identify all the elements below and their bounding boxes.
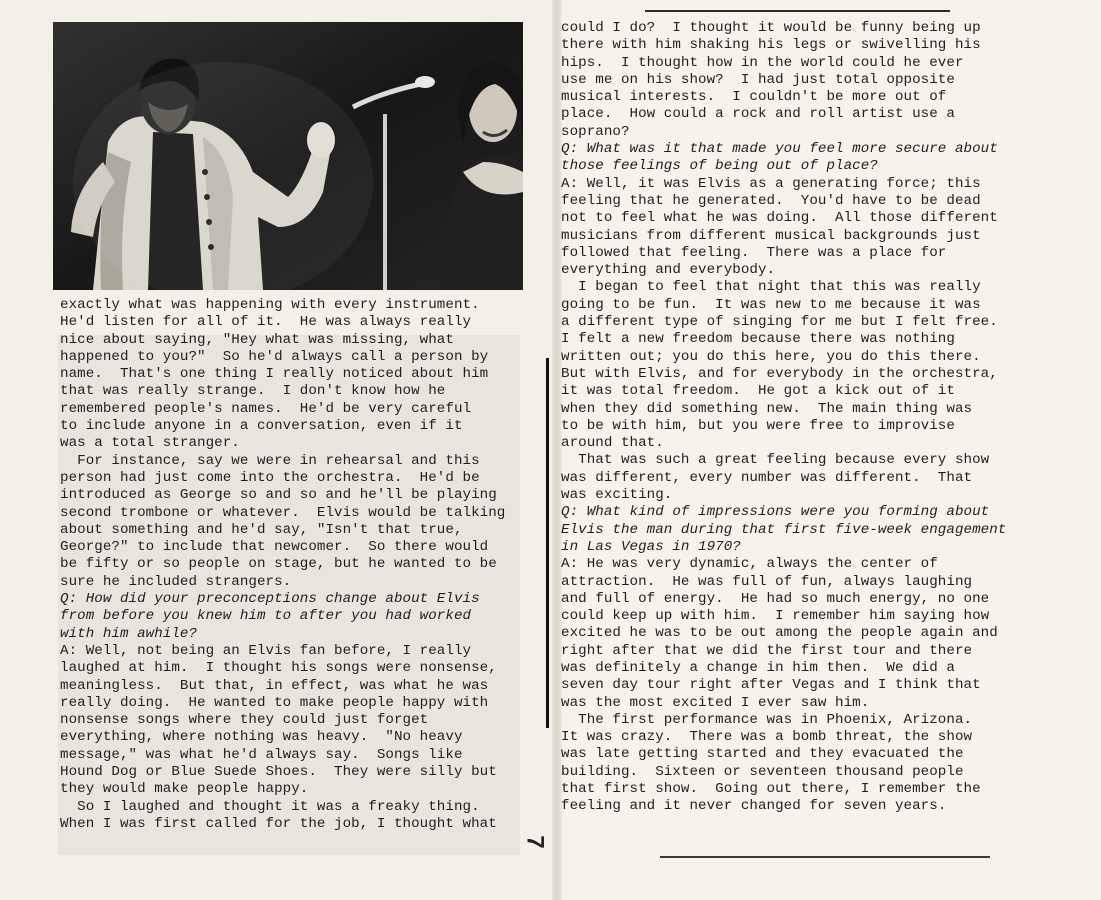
text-line: George?" to include that newcomer. So there would (60, 539, 489, 556)
text-line: feeling and it never changed for seven years. (561, 798, 947, 815)
text-line: musical interests. I couldn't be more out of (561, 89, 947, 106)
text-line: second trombone or whatever. Elvis would be talking (60, 504, 506, 521)
text-line: with him awhile? (60, 625, 198, 642)
right-text-column (561, 20, 1006, 816)
text-line: seven day tour right after Vegas and I think that (561, 677, 981, 694)
text-line: feeling that he generated. You'd have to be dead (561, 192, 981, 209)
text-line: that first show. Going out there, I remember the (561, 781, 981, 798)
text-line: it was total freedom. He got a kick out of it (561, 383, 955, 400)
text-line: was exciting. (561, 487, 673, 504)
text-line: Hound Dog or Blue Suede Shoes. They were silly but (60, 764, 497, 781)
text-line: soprano? (561, 123, 630, 140)
text-line: exactly what was happening with every instrument. (60, 297, 480, 313)
text-line: going to be fun. It was new to me because it was (561, 296, 981, 313)
text-line: was different, every number was different. That (561, 469, 973, 486)
text-line: place. How could a rock and roll artist use a (561, 106, 955, 123)
text-line: not to feel what he was doing. All those different (561, 210, 998, 227)
text-line: was definitely a change in him then. We did a (561, 659, 955, 676)
text-line: I began to feel that night that this was really (561, 279, 981, 296)
text-line: to be with him, but you were free to improvise (561, 417, 955, 434)
text-line: The first performance was in Phoenix, Arizona. (561, 711, 973, 728)
text-line: But with Elvis, and for everybody in the orchestra, (561, 365, 998, 382)
text-line: when they did something new. The main thing was (561, 400, 973, 417)
text-line: they would make people happy. (60, 781, 309, 798)
text-line: laughed at him. I thought his songs were nonsense, (60, 660, 497, 677)
text-line: nice about saying, "Hey what was missing, what (60, 331, 454, 348)
text-line: introduced as George so and so and he'll be playing (60, 487, 497, 504)
text-line: remembered people's names. He'd be very careful (60, 400, 472, 417)
text-line: followed that feeling. There was a place for (561, 244, 947, 261)
text-line: A: Well, not being an Elvis fan before, I really (60, 642, 472, 659)
text-line: Q: What was it that made you feel more secure about (561, 141, 998, 158)
performer-photo-icon (53, 22, 523, 290)
text-line: So I laughed and thought it was a freaky thing. (60, 798, 480, 815)
text-line: everything and everybody. (561, 262, 776, 279)
text-line: musicians from different musical backgrounds just (561, 227, 981, 244)
text-line: in Las Vegas in 1970? (561, 538, 741, 555)
text-line: could keep up with him. I remember him saying how (561, 608, 990, 625)
text-line: that was really strange. I don't know how he (60, 383, 446, 400)
text-line: It was crazy. There was a bomb threat, the show (561, 729, 973, 746)
text-line: building. Sixteen or seventeen thousand people (561, 763, 964, 780)
text-line: could I do? I thought it would be funny being up (561, 20, 981, 36)
text-line: right after that we did the first tour and there (561, 642, 973, 659)
text-line: meaningless. But that, in effect, was what he was (60, 677, 489, 694)
text-line: really doing. He wanted to make people happy with (60, 694, 489, 711)
text-line: written out; you do this here, you do this there. (561, 348, 981, 365)
text-line: was late getting started and they evacuated the (561, 746, 964, 763)
text-line: around that. (561, 435, 664, 452)
text-line: a different type of singing for me but I felt free. (561, 314, 998, 331)
text-line: use me on his show? I had just total opposite (561, 71, 955, 88)
text-line: A: Well, it was Elvis as a generating force; this (561, 175, 981, 192)
text-line: to include anyone in a conversation, even if it (60, 418, 463, 435)
concert-photo (53, 22, 523, 290)
text-line: Q: What kind of impressions were you forming about (561, 504, 990, 521)
text-line: sure he included strangers. (60, 573, 292, 590)
text-line: was the most excited I ever saw him. (561, 694, 870, 711)
page-number: 7 (521, 835, 549, 849)
text-line: was a total stranger. (60, 435, 240, 452)
text-line: When I was first called for the job, I thought what (60, 815, 497, 832)
text-line: attraction. He was full of fun, always laughing (561, 573, 973, 590)
left-text-column (60, 297, 505, 833)
text-line: happened to you?" So he'd always call a person by (60, 348, 489, 365)
text-line: Q: How did your preconceptions change about Elvis (60, 591, 480, 608)
text-line: He'd listen for all of it. He was always really (60, 314, 472, 331)
text-line: nonsense songs where they could just forget (60, 712, 429, 729)
text-line: Elvis the man during that first five-week engagement (561, 521, 1007, 538)
text-line: person had just come into the orchestra. He'd be (60, 469, 480, 486)
text-line: and full of energy. He had so much energy, no one (561, 590, 990, 607)
text-line: message," was what he'd always say. Songs like (60, 746, 463, 763)
text-line: That was such a great feeling because every show (561, 452, 990, 469)
text-line: about something and he'd say, "Isn't that true, (60, 521, 463, 538)
bottom-rule (660, 856, 990, 858)
text-line: For instance, say we were in rehearsal and this (60, 452, 480, 469)
text-line: there with him shaking his legs or swivelling his (561, 37, 981, 54)
text-line: those feelings of being out of place? (561, 158, 878, 175)
text-line: A: He was very dynamic, always the center of (561, 556, 938, 573)
text-line: from before you knew him to after you had worked (60, 608, 472, 625)
margin-bar (546, 358, 549, 728)
text-line: everything, where nothing was heavy. "No heavy (60, 729, 463, 746)
text-line: excited he was to be out among the people again and (561, 625, 998, 642)
top-rule (645, 10, 950, 12)
text-line: name. That's one thing I really noticed about him (60, 366, 489, 383)
text-line: be fifty or so people on stage, but he wanted to be (60, 556, 497, 573)
text-line: I felt a new freedom because there was nothing (561, 331, 955, 348)
text-line: hips. I thought how in the world could he ever (561, 54, 964, 71)
